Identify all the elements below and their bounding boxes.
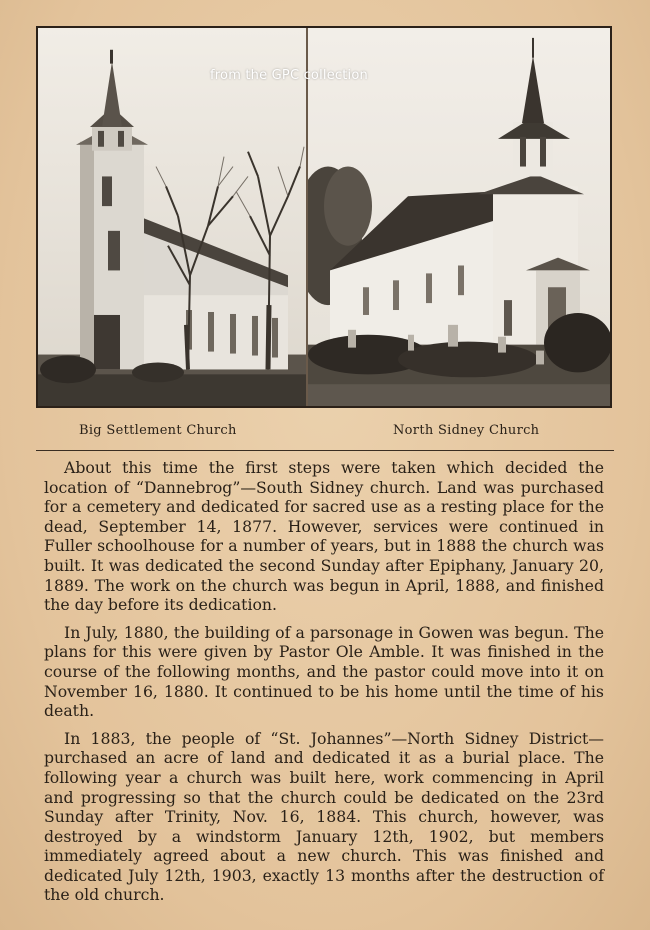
section-rule [36,450,614,451]
caption-north-sidney: North Sidney Church [393,423,540,438]
church-photographs [36,26,612,408]
caption-big-settlement: Big Settlement Church [79,423,237,438]
paragraph-dannebrog: About this time the first steps were taken which decided the location of “Dannebrog”—South Sidney church. Land was purchased for a cemetery and dedicated for sacred use as a resting place for the dead, September 14, 1877. However, services were continued in Fuller schoolhouse for a number of years, but in 1888 the church was built. It was dedicated the second Sunday after Epiphany, January 20, 1889. The work on the church was begun in April, 1888, and finished the day before its dedication. [44,458,604,615]
big-settlement-church-photo [38,28,306,406]
watermark-text: from the GPC collection [210,68,368,83]
paragraph-st-johannes: In 1883, the people of “St. Johannes”—North Sidney District—purchased an acre of land and dedicated it as a burial place. The following year a church was built here, work commencing in April and progressing so that the church could be dedicated on the 23rd Sunday after Trinity, Nov. 16, 1884. This church, however, was destroyed by a windstorm January 12th, 1902, but members immediately agreed about a new church. This was finished and dedicated July 12th, 1903, exactly 13 months after the destruction of the old church. [44,728,604,905]
north-sidney-church-photo [308,28,610,406]
paragraph-parsonage: In July, 1880, the building of a parsonage in Gowen was begun. The plans for this were given by Pastor Ole Amble. It was finished in the course of the following months, and the pastor could move into it on November 16, 1880. It continued to be his home until the time of his death. [44,622,604,721]
history-text [44,458,604,913]
